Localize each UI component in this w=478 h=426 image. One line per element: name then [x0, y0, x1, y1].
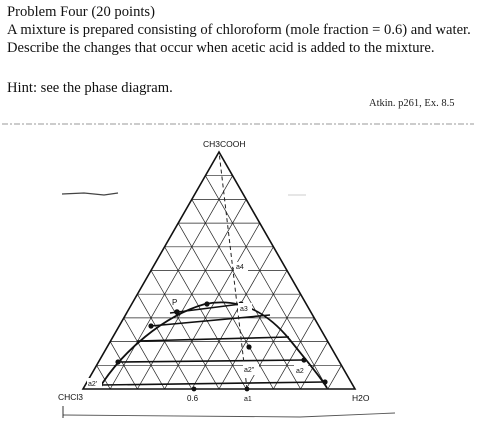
problem-text: A mixture is prepared consisting of chloroform (mole fraction = 0.6) and water. Describe the changes that occur when acetic acid is added to the mixture. — [7, 22, 471, 56]
problem-title: Problem Four (20 points) — [7, 4, 155, 20]
grid-line — [328, 365, 342, 389]
tie-line — [118, 360, 304, 362]
point-0-6 — [192, 387, 197, 392]
hint-text: Hint: see the phase diagram. — [7, 80, 173, 96]
label-a1: a1 — [244, 396, 252, 403]
label-a2-dprime: a2" — [244, 367, 255, 374]
grid-line — [151, 271, 219, 390]
point — [115, 359, 120, 364]
apex-left-label: CHCl3 — [58, 392, 84, 402]
point — [148, 323, 153, 328]
apex-right-label: H2O — [352, 393, 370, 403]
point — [246, 344, 251, 349]
label-a2-prime: a2' — [88, 381, 98, 388]
reference-text: Atkin. p261, Ex. 8.5 — [369, 98, 455, 109]
point — [322, 379, 327, 384]
x-mark-label: 0.6 — [187, 394, 199, 403]
point — [204, 301, 209, 306]
point — [301, 357, 306, 362]
stray-mark — [62, 193, 118, 195]
grid-line — [110, 176, 232, 389]
bottom-line — [63, 413, 395, 417]
apex-top-label: CH3COOH — [203, 139, 246, 149]
point-p — [174, 309, 180, 315]
point-a1 — [245, 387, 250, 392]
label-a2: a2 — [296, 368, 304, 375]
label-a3: a3 — [240, 306, 248, 313]
label-p: P — [172, 298, 178, 307]
tie-line — [137, 337, 289, 341]
grid-line — [205, 176, 327, 389]
label-a4: a4 — [236, 264, 244, 271]
grid-line — [124, 318, 165, 389]
